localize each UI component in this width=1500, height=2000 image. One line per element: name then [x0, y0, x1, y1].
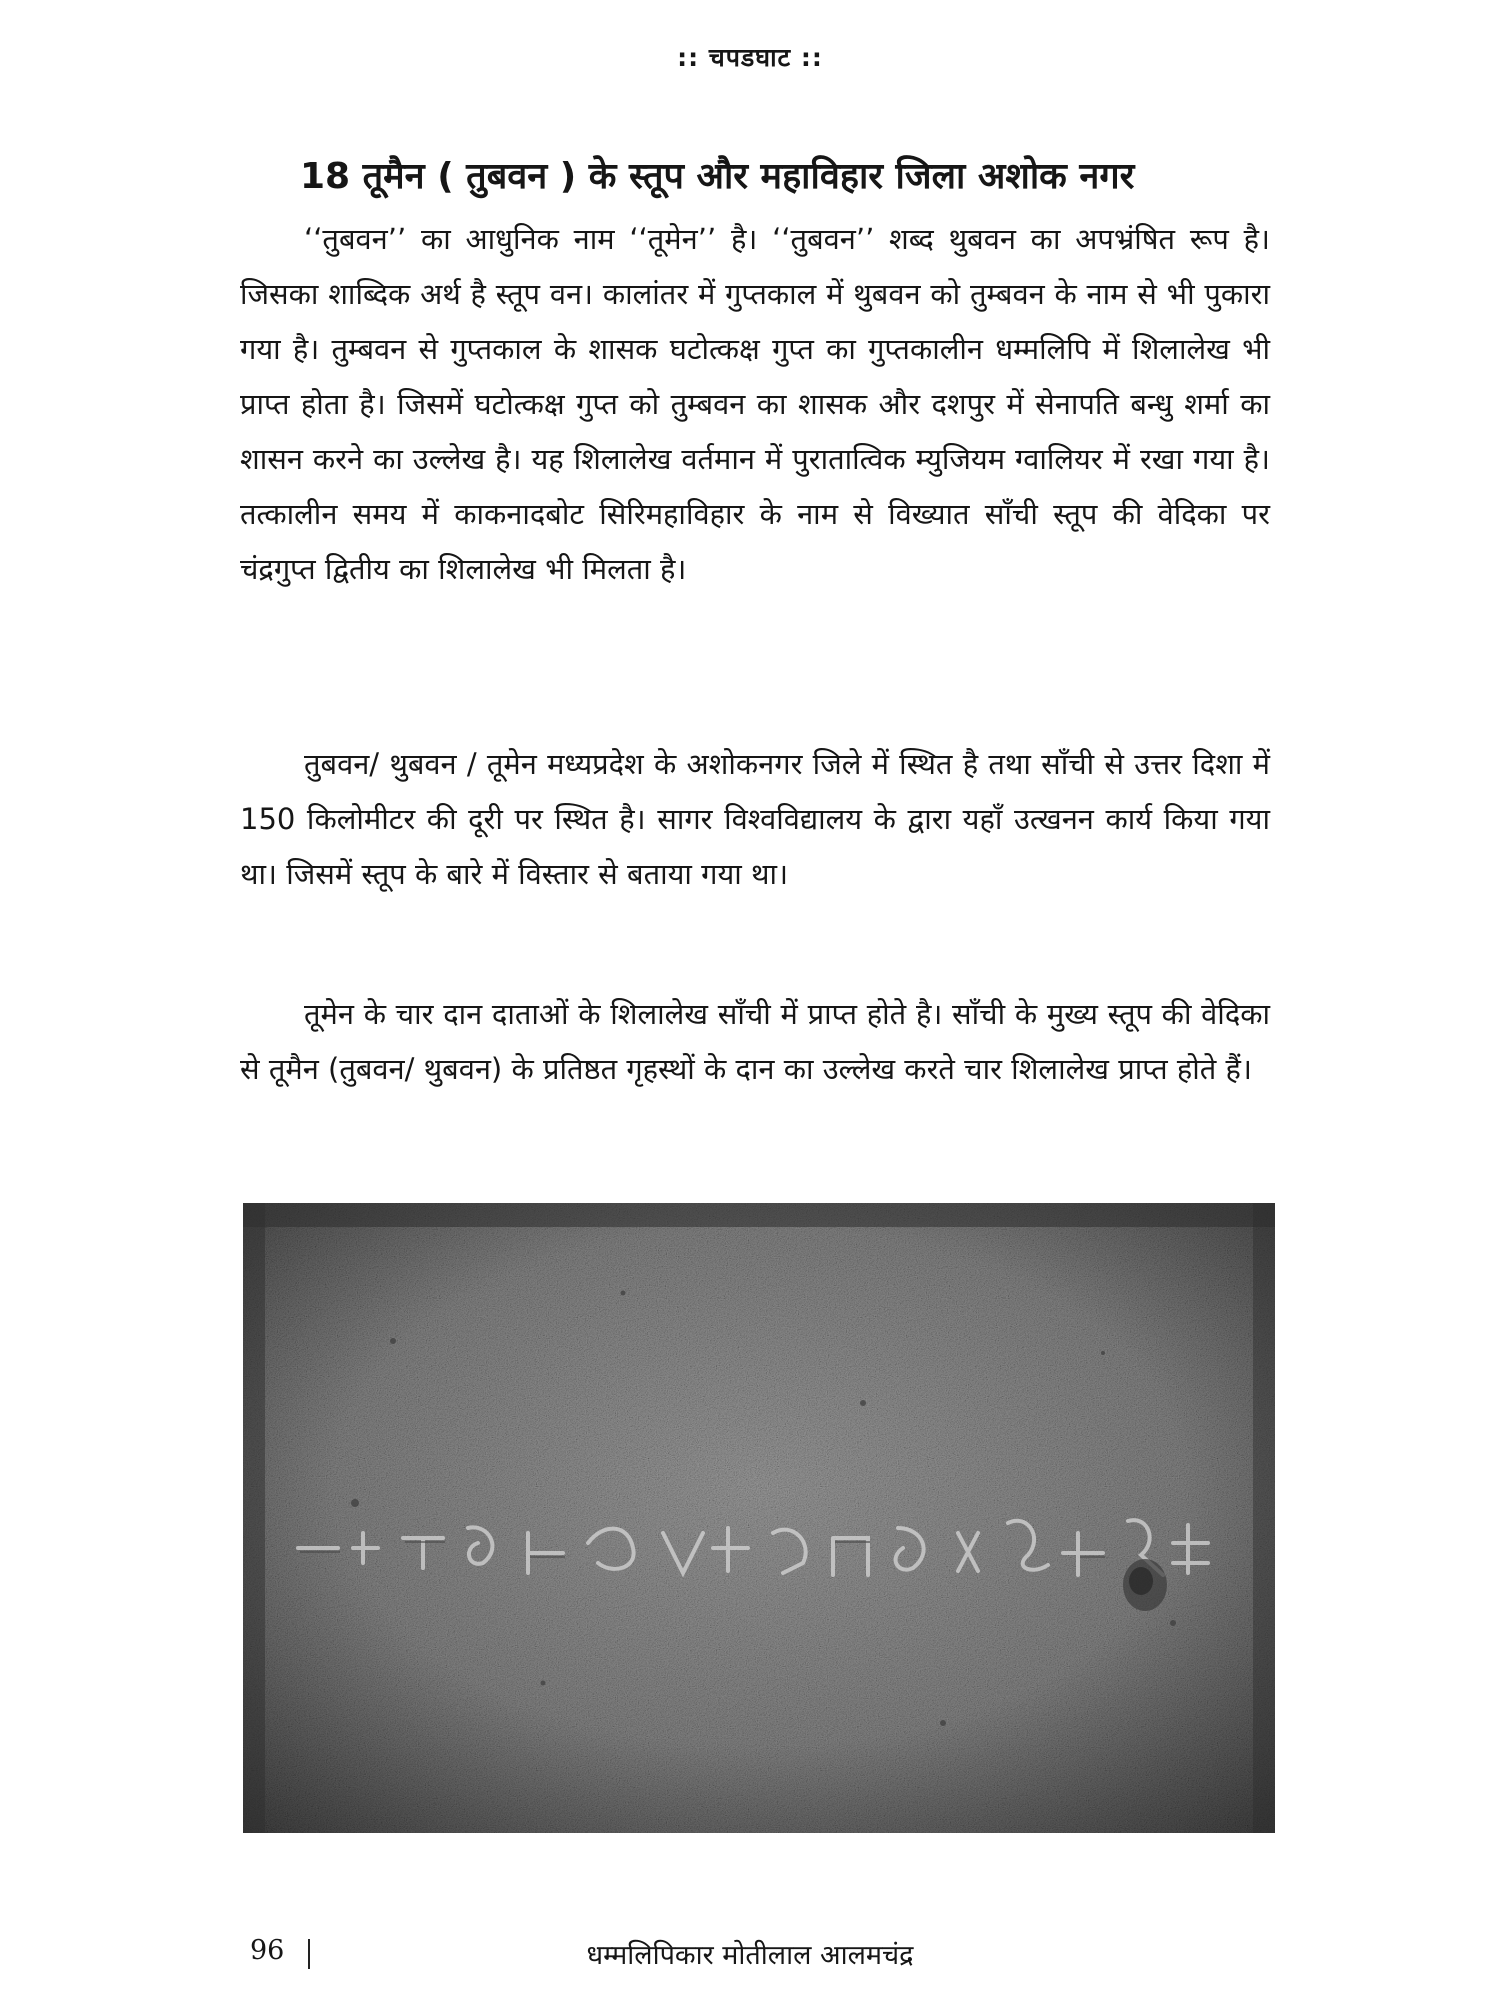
paragraph-location: तुबवन/ थुबवन / तूमेन मध्यप्रदेश के अशोकनगर जिले में स्थित है तथा साँची से उत्तर दिशा में 150 किलोमीटर की दूरी पर स्थित है। सागर विश्वविद्यालय के द्वारा यहाँ उत्खनन कार्य किया गया था। जिसमें स्तूप के बारे में विस्तार से बताया गया था।	[240, 747, 1270, 891]
page-footer	[0, 1935, 1500, 1975]
stone-inscription-image	[243, 1203, 1275, 1833]
page-number: 96	[250, 1935, 285, 1966]
running-header: :: चपडघाट ::	[677, 43, 823, 72]
book-title: धम्मलिपिकार मोतीलाल आलमचंद्र	[586, 1940, 914, 1971]
paragraph-donor-inscriptions: तूमेन के चार दान दाताओं के शिलालेख साँची में प्राप्त होते है। साँची के मुख्य स्तूप की वेदिका से तूमैन (तुबवन/ थुबवन) के प्रतिष्ठत गृहस्थों के दान का उल्लेख करते चार शिलालेख प्राप्त होते हैं।	[240, 997, 1270, 1086]
section-title: 18 तूमैन ( तुबवन ) के स्तूप और महाविहार जिला अशोक नगर	[300, 156, 1135, 197]
inscription-photo	[243, 1203, 1275, 1833]
paragraph-tubavan-history: ‘‘तुबवन’’ का आधुनिक नाम ‘‘तूमेन’’ है। ‘‘तुबवन’’ शब्द थुबवन का अपभ्रंषित रूप है। जिसका शाब्दिक अर्थ है स्तूप वन। कालांतर में गुप्तकाल में थुबवन को तुम्बवन के नाम से भी पुकारा गया है। तुम्बवन से गुप्तकाल के शासक घटोत्कक्ष गुप्त का गुप्तकालीन धम्मलिपि में शिलालेख भी प्राप्त होता है। जिसमें घटोत्कक्ष गुप्त को तुम्बवन का शासक और दशपुर में सेनापति बन्धु शर्मा का शासन करने का उल्लेख है। यह शिलालेख वर्तमान में पुरातात्विक म्युजियम ग्वालियर में रखा गया है। तत्कालीन समय में काकनादबोट सिरिमहाविहार के नाम से विख्यात साँची स्तूप की वेदिका पर चंद्रगुप्त द्वितीय का शिलालेख भी मिलता है।	[240, 222, 1270, 586]
